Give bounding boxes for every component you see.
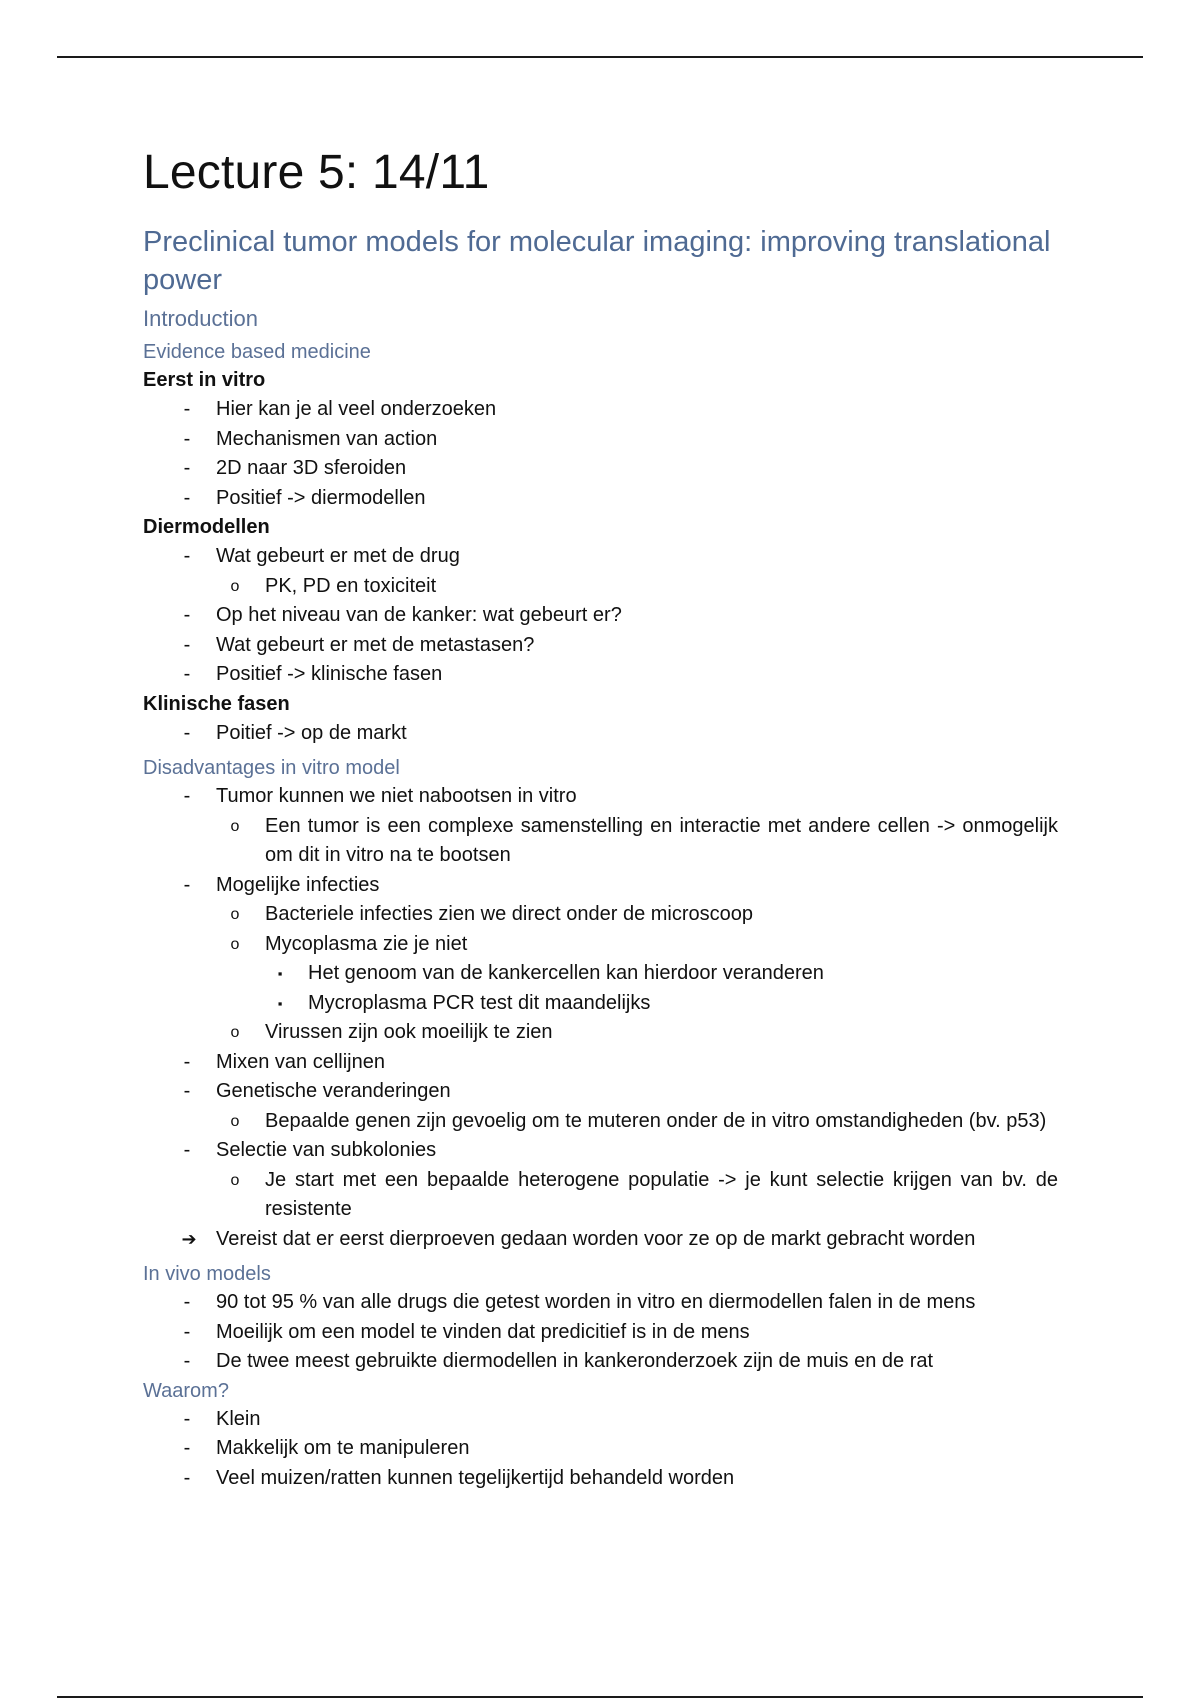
list-item: - Mixen van cellijnen — [143, 1048, 1058, 1078]
dash-bullet: - — [183, 1466, 191, 1489]
document-page — [143, 145, 1058, 1493]
dash-bullet: - — [183, 1437, 191, 1459]
list-item: - 2D naar 3D sferoiden — [143, 454, 1058, 484]
dash-bullet: - — [183, 604, 191, 626]
circle-bullet: o — [230, 1112, 240, 1130]
page-title: Lecture 5: 14/11 — [143, 146, 490, 199]
dash-bullet: - — [183, 1139, 191, 1161]
list-item: - Moeilijk om een model te vinden dat predicitief is in de mens — [143, 1318, 1058, 1348]
circle-bullet: o — [230, 935, 240, 953]
list-item: - Positief -> klinische fasen — [143, 660, 1058, 690]
square-bullet: ▪ — [277, 966, 283, 981]
list-item: - Wat gebeurt er met de drug — [143, 542, 1058, 572]
list-item: - Makkelijk om te manipuleren — [143, 1434, 1058, 1464]
square-bullet: ▪ — [277, 995, 283, 1011]
list-item: o Virussen zijn ook moeilijk te zien — [143, 1018, 1058, 1048]
list-item: - Op het niveau van de kanker: wat gebeurt er? — [143, 601, 1058, 631]
dash-bullet: - — [183, 1291, 191, 1313]
heading-waarom: Waarom? — [143, 1379, 229, 1402]
list-item: - Hier kan je al veel onderzoeken — [143, 395, 1058, 425]
heading-evidence-based-medicine: Evidence based medicine — [143, 341, 371, 363]
dash-bullet: - — [183, 1080, 191, 1102]
dash-bullet: - — [183, 1350, 191, 1372]
circle-bullet: o — [230, 577, 240, 595]
list-item: ▪ Mycroplasma PCR test dit maandelijks — [143, 989, 1058, 1019]
list-item: - Klein — [143, 1405, 1058, 1435]
list-item: o PK, PD en toxiciteit — [143, 572, 1058, 602]
heading-eerst-in-vitro: Eerst in vitro — [143, 369, 266, 391]
dash-bullet: - — [183, 721, 191, 744]
dash-bullet: - — [183, 1320, 191, 1343]
list-item: - Mogelijke infecties — [143, 871, 1058, 901]
list-item: o Een tumor is een complexe samenstelling en interactie met andere cellen -> onmogelijk om dit in vitro na te bootsen — [143, 812, 1058, 871]
dash-bullet: - — [183, 785, 191, 807]
list-item: - Tumor kunnen we niet nabootsen in vitro — [143, 782, 1058, 812]
list-item: - Selectie van subkolonies — [143, 1136, 1058, 1166]
top-rule — [57, 56, 1143, 58]
list-item: ▪ Het genoom van de kankercellen kan hierdoor veranderen — [143, 959, 1058, 989]
dash-bullet: - — [183, 457, 191, 479]
circle-bullet: o — [230, 1171, 240, 1189]
list-item: o Mycoplasma zie je niet — [143, 930, 1058, 960]
dash-bullet: - — [183, 1050, 191, 1073]
heading-disadvantages-in-vitro: Disadvantages in vitro model — [143, 757, 400, 779]
list-item: o Je start met een bepaalde heterogene populatie -> je kunt selectie krijgen van bv. de resistente — [143, 1166, 1058, 1225]
conclusion-item: ➔ Vereist dat er eerst dierproeven gedaan worden voor ze op de markt gebracht worden — [143, 1225, 1058, 1255]
dash-bullet: - — [183, 663, 191, 685]
dash-bullet: - — [183, 545, 191, 567]
list-item: - Genetische veranderingen — [143, 1077, 1058, 1107]
heading-diermodellen: Diermodellen — [143, 516, 270, 538]
circle-bullet: o — [230, 1024, 240, 1041]
list-item: o Bepaalde genen zijn gevoelig om te muteren onder de in vitro omstandigheden (bv. p53) — [143, 1107, 1058, 1137]
dash-bullet: - — [183, 633, 191, 656]
list-item: o Bacteriele infecties zien we direct onder de microscoop — [143, 900, 1058, 930]
bottom-rule — [57, 1696, 1143, 1698]
dash-bullet: - — [183, 427, 191, 450]
list-item: - 90 tot 95 % van alle drugs die getest worden in vitro en diermodellen falen in de mens — [143, 1288, 1058, 1318]
list-item: - Poitief -> op de markt — [143, 719, 1058, 749]
arrow-icon: ➔ — [181, 1228, 197, 1249]
circle-bullet: o — [230, 906, 240, 923]
heading-klinische-fasen: Klinische fasen — [143, 692, 290, 715]
dash-bullet: - — [183, 1407, 191, 1430]
list-item: - De twee meest gebruikte diermodellen in kankeronderzoek zijn de muis en de rat — [143, 1347, 1058, 1377]
heading-in-vivo-models: In vivo models — [143, 1263, 271, 1285]
list-item: - Veel muizen/ratten kunnen tegelijkertijd behandeld worden — [143, 1464, 1058, 1494]
dash-bullet: - — [183, 873, 191, 896]
circle-bullet: o — [230, 817, 240, 835]
document-subtitle: Preclinical tumor models for molecular imaging: improving translational power — [143, 226, 1051, 296]
dash-bullet: - — [183, 398, 191, 420]
dash-bullet: - — [183, 486, 191, 509]
list-item: - Wat gebeurt er met de metastasen? — [143, 631, 1058, 661]
list-item: - Positief -> diermodellen — [143, 484, 1058, 514]
heading-introduction: Introduction — [143, 306, 258, 331]
list-item: - Mechanismen van action — [143, 425, 1058, 455]
